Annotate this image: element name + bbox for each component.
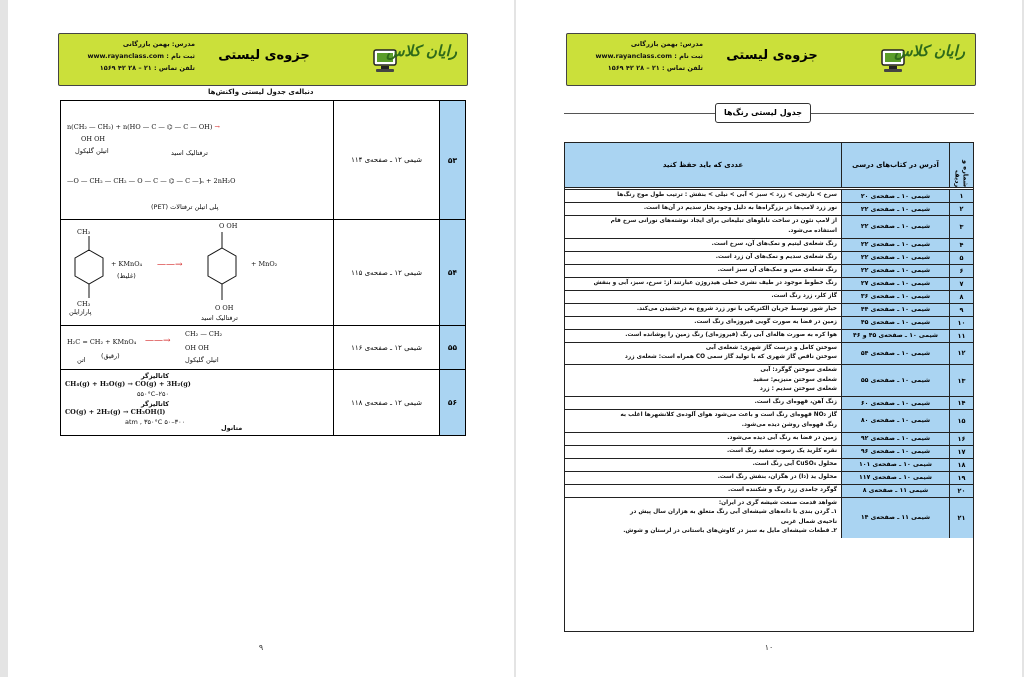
row-number: ۵ xyxy=(949,252,973,264)
page-header xyxy=(58,33,468,86)
content-line: رنگ قهوه‌ای روشن دیده می‌شود. xyxy=(741,421,837,428)
row-number: ۴ xyxy=(949,239,973,251)
row-reference: شیمی ۱۰ ـ صفحه‌ی ۳۶ xyxy=(841,291,949,303)
content-line: هوا کره به صورت هاله‌ای آبی رنگ (فیروزه‌ای) رنگ زمین را پوشانده است. xyxy=(625,331,837,338)
page-header xyxy=(566,33,976,86)
product-formula: CH₂ — CH₂ xyxy=(185,330,223,338)
table-row xyxy=(61,369,465,435)
substituent-top: CH₃ xyxy=(77,228,91,236)
table-row xyxy=(565,277,973,290)
reaction-arrow-icon: ——→ xyxy=(157,260,183,270)
reaction-equation: CO(g) + 2H₂(g) → CH₃OH(l) xyxy=(65,408,166,416)
row-number: ۲۱ xyxy=(949,498,973,539)
content-line: زمین در فضا به صورت گویی فیروزه‌ای رنگ است. xyxy=(694,318,837,325)
row-number: ۳ xyxy=(949,216,973,238)
column-header-number: شماره و ردیف xyxy=(949,143,973,187)
reaction-condition: ۳۰۰–۵۰ atm , ۳۵۰°C xyxy=(125,418,186,426)
row-number: ۵۴ xyxy=(439,220,465,325)
content-line: رنگ شعله‌ی مس و نمک‌های آن سبز است. xyxy=(717,266,837,273)
header-info xyxy=(65,38,195,74)
product-name: پلی اتیلن ترفتالات (PET) xyxy=(151,203,219,211)
content-line: ناحیه‌ی شمال غربی xyxy=(780,518,837,525)
row-reference: شیمی ۱۰ ـ صفحه‌ی ۴۴ xyxy=(841,304,949,316)
content-line: شواهد قدمت صنعت شیشه گری در ایران: xyxy=(718,499,837,506)
row-number: ۱۰ xyxy=(949,317,973,329)
row-reference: شیمی ۱۰ ـ صفحه‌ی ۶۰ xyxy=(841,397,949,409)
terephthalic-acid-structure-icon xyxy=(197,228,247,308)
reaction-equation: CH₄(g) + H₂O(g) → CO(g) + 3H₂(g) xyxy=(65,380,191,388)
row-number: ۷ xyxy=(949,278,973,290)
row-content xyxy=(565,397,841,409)
phone-number: تلفن تماس : ۲۱ – ۲۸ ۴۲ ۱۵۶۹ xyxy=(99,64,195,72)
content-line: نور زرد لامپ‌ها در بزرگراه‌ها به دلیل وجود بخار سدیم در آن‌ها است. xyxy=(643,205,837,212)
table-row xyxy=(565,303,973,316)
table-row xyxy=(61,219,465,325)
row-number: ۸ xyxy=(949,291,973,303)
row-content xyxy=(565,498,841,539)
row-number: ۵۶ xyxy=(439,370,465,435)
reactant-name: پارازایلن xyxy=(69,308,92,316)
table-row xyxy=(565,458,973,471)
row-content xyxy=(565,239,841,251)
teacher-name: مدرس: بهمن بازرگانی xyxy=(122,40,195,48)
column-header-reference: آدرس در کتاب‌های درسی xyxy=(841,143,949,187)
row-content xyxy=(565,291,841,303)
product-equation: —O — CH₂ — CH₂ — O — C — ⌬ — C —]ₙ + 2nH₂O xyxy=(67,177,236,185)
row-reference: شیمی ۱۰ ـ صفحه‌ی ۹۲ xyxy=(841,433,949,445)
row-content xyxy=(565,304,841,316)
content-line: محلول ید (I₂) در هگزان، بنفش رنگ است. xyxy=(717,473,837,480)
content-line: رنگ شعله‌ی سدیم و نمک‌های آن زرد است. xyxy=(715,253,837,260)
row-content xyxy=(565,433,841,445)
table-row xyxy=(565,189,973,202)
row-number: ۱۳ xyxy=(949,365,973,396)
row-reference: شیمی ۱۰ ـ صفحه‌ی ۲۲ xyxy=(841,239,949,251)
row-reference: شیمی ۱۰ ـ صفحه‌ی ۵۵ xyxy=(841,365,949,396)
page-number: ۹ xyxy=(258,643,264,652)
content-line: شعله‌ی سوختن منیزیم: سفید xyxy=(753,376,837,383)
table-row xyxy=(565,251,973,264)
row-content xyxy=(565,278,841,290)
table-row xyxy=(565,329,973,342)
row-reference: شیمی ۱۲ ـ صفحه‌ی ۱۱۴ xyxy=(333,101,439,219)
content-line: شعله‌ی سوختن گوگرد: آبی xyxy=(760,367,837,374)
phone-number: تلفن تماس : ۲۱ – ۲۸ ۴۲ ۱۵۶۹ xyxy=(607,64,703,72)
reaction-condition: ۲۵۰–۵۵۰°C xyxy=(137,390,169,398)
row-reference: شیمی ۱۰ ـ صفحه‌ی ۴۵ و ۴۶ xyxy=(841,330,949,342)
reaction-content xyxy=(61,101,333,219)
content-line: گاز NO₂ قهوه‌ای رنگ است و باعث می‌شود هوای آلوده‌ی کلانشهرها اغلب به xyxy=(620,412,837,419)
reaction-content xyxy=(61,370,333,435)
table-row xyxy=(565,264,973,277)
signup-label: ثبت نام : xyxy=(674,52,703,60)
table-row xyxy=(565,432,973,445)
table-row xyxy=(565,409,973,432)
product-name: متانول xyxy=(221,424,243,432)
catalyst-label: کاتالیزگر xyxy=(141,400,170,408)
row-reference: شیمی ۱۰ ـ صفحه‌ی ۲۰ xyxy=(841,190,949,202)
table-header xyxy=(565,143,973,188)
row-reference: شیمی ۱۱ ـ صفحه‌ی ۱۴ xyxy=(841,498,949,539)
row-reference: شیمی ۱۰ ـ صفحه‌ی ۲۲ xyxy=(841,216,949,238)
reagent: + KMnO₄ xyxy=(111,260,143,268)
row-number: ۱ xyxy=(949,190,973,202)
row-content xyxy=(565,203,841,215)
table-row xyxy=(565,202,973,215)
carboxyl-bottom: O OH xyxy=(215,304,234,312)
table-row xyxy=(565,497,973,539)
product-name: ترفتالیک اسید xyxy=(201,314,238,322)
row-reference: شیمی ۱۰ ـ صفحه‌ی ۱۱۷ xyxy=(841,472,949,484)
row-content xyxy=(565,190,841,202)
header-info xyxy=(573,38,703,74)
row-reference: شیمی ۱۰ ـ صفحه‌ی ۸۰ xyxy=(841,410,949,432)
row-reference: شیمی ۱۰ ـ صفحه‌ی ۲۲ xyxy=(841,252,949,264)
page-number: ۱۰ xyxy=(764,643,774,652)
row-content xyxy=(565,410,841,432)
reaction-content xyxy=(61,326,333,369)
row-content xyxy=(565,317,841,329)
row-number: ۵۳ xyxy=(439,101,465,219)
row-number: ۹ xyxy=(949,304,973,316)
content-line: محلول CuSO₄ آبی رنگ است. xyxy=(752,460,837,467)
content-line: از لامپ نئون در ساخت تابلوهای تبلیغاتی برای ایجاد نوشته‌های نورانی سرخ فام xyxy=(610,218,837,225)
content-line: گوگرد جامدی زرد رنگ و شکننده است. xyxy=(728,486,837,493)
paraxylene-structure-icon xyxy=(67,232,111,304)
reaction-equation: n(CH₂ — CH₂) + n(HO — C — ⌬ — C — OH) → xyxy=(67,123,220,131)
row-content xyxy=(565,252,841,264)
row-number: ۱۷ xyxy=(949,446,973,458)
row-reference: شیمی ۱۲ ـ صفحه‌ی ۱۱۶ xyxy=(333,326,439,369)
reagent-note: (رقیق) xyxy=(101,352,120,360)
content-line: رنگ خطوط موجود در طیف نشری خطی هیدروژن عبارتند از: سرخ، سبز، آبی و بنفش xyxy=(593,279,837,286)
website-link[interactable]: www.rayanclass.com xyxy=(87,52,164,60)
content-line: ۱ـ گردن بندی با دانه‌های شیشه‌ای آبی رنگ متعلق به هزاران سال پیش در xyxy=(630,509,837,516)
reaction-equation: H₂C = CH₂ + KMnO₄ xyxy=(67,338,137,346)
content-line: نقره کلرید یک رسوب سفید رنگ است. xyxy=(726,447,837,454)
table-row xyxy=(565,342,973,365)
table-row xyxy=(565,215,973,238)
row-number: ۱۶ xyxy=(949,433,973,445)
row-content xyxy=(565,216,841,238)
reaction-arrow-icon: ——→ xyxy=(145,336,171,346)
row-number: ۱۹ xyxy=(949,472,973,484)
row-reference: شیمی ۱۰ ـ صفحه‌ی ۹۶ xyxy=(841,446,949,458)
reactant-name: اتن xyxy=(77,356,86,364)
row-reference: شیمی ۱۱ ـ صفحه‌ی ۸ xyxy=(841,485,949,497)
content-line: استفاده می‌شود. xyxy=(788,227,837,234)
content-line: سرخ > نارنجی > زرد > سبز > آبی > نیلی > بنفش : ترتیب طول موج رنگ‌ها xyxy=(617,192,837,199)
content-line: شعله‌ی سوختن سدیم : زرد xyxy=(759,386,837,393)
row-content xyxy=(565,485,841,497)
table-row xyxy=(565,471,973,484)
content-line: زنگ آهن، قهوه‌ای رنگ است. xyxy=(754,399,837,406)
row-number: ۵۵ xyxy=(439,326,465,369)
substituent-bottom: CH₃ xyxy=(77,300,91,308)
row-content xyxy=(565,343,841,365)
row-content xyxy=(565,446,841,458)
content-line: رنگ شعله‌ی لیتیم و نمک‌های آن، سرخ است. xyxy=(711,240,837,247)
row-reference: شیمی ۱۰ ـ صفحه‌ی ۱۰۱ xyxy=(841,459,949,471)
product-substituents: OH OH xyxy=(185,344,210,352)
content-line: زمین در فضا به رنگ آبی دیده می‌شود. xyxy=(727,434,837,441)
logo-text: رایان کلاس xyxy=(894,42,965,60)
table-row xyxy=(565,364,973,396)
reagent-note: (غلیظ) xyxy=(117,272,136,280)
catalyst-label: کاتالیزگر xyxy=(141,372,170,380)
row-number: ۱۱ xyxy=(949,330,973,342)
row-content xyxy=(565,459,841,471)
content-line: سوختن کامل و درست گاز شهری: شعله‌ی آبی xyxy=(705,344,837,351)
carboxyl-top: O OH xyxy=(219,222,238,230)
row-reference: شیمی ۱۰ ـ صفحه‌ی ۴۵ xyxy=(841,317,949,329)
content-line: خیار شور توسط جریان الکتریکی با نور زرد شروع به درخشیدن می‌کند. xyxy=(636,305,837,312)
rayanclass-logo xyxy=(367,40,459,80)
document-page-left xyxy=(8,0,514,677)
content-line: سوختن ناقص گاز شهری که با تولید گاز سمی CO همراه است: شعله‌ی زرد xyxy=(624,354,837,361)
section-title: جدول لیستی رنگ‌ها xyxy=(715,103,811,123)
byproduct: + MnO₂ xyxy=(251,260,278,268)
row-number: ۱۸ xyxy=(949,459,973,471)
row-number: ۱۲ xyxy=(949,343,973,365)
product-name: اتیلن گلیکول xyxy=(185,356,219,364)
table-row xyxy=(565,316,973,329)
row-reference: شیمی ۱۰ ـ صفحه‌ی ۲۲ xyxy=(841,203,949,215)
table-row xyxy=(565,484,973,497)
table-row xyxy=(61,101,465,219)
row-reference: شیمی ۱۰ ـ صفحه‌ی ۲۲ xyxy=(841,265,949,277)
document-page-right xyxy=(516,0,1022,677)
row-number: ۱۵ xyxy=(949,410,973,432)
row-content xyxy=(565,265,841,277)
content-line: گاز کلر، زرد رنگ است. xyxy=(771,292,837,299)
reactant-name: اتیلن گلیکول xyxy=(75,147,109,155)
content-line: ۲ـ قطعات شیشه‌ای مایل به سبز در کاوش‌های باستانی در لرستان و شوش. xyxy=(623,528,837,535)
colors-table xyxy=(564,142,974,632)
reactant-name: ترفتالیک اسید xyxy=(171,149,208,157)
row-number: ۱۴ xyxy=(949,397,973,409)
row-number: ۲۰ xyxy=(949,485,973,497)
row-reference: شیمی ۱۲ ـ صفحه‌ی ۱۱۵ xyxy=(333,220,439,325)
continuation-title: دنباله‌ی جدول لیستی واکنش‌ها xyxy=(208,88,314,96)
website-link[interactable]: www.rayanclass.com xyxy=(595,52,672,60)
table-row xyxy=(565,290,973,303)
booklet-title: جزوه‌ی لیستی xyxy=(218,48,310,63)
row-reference: شیمی ۱۲ ـ صفحه‌ی ۱۱۸ xyxy=(333,370,439,435)
row-number: ۶ xyxy=(949,265,973,277)
table-row xyxy=(565,445,973,458)
row-reference: شیمی ۱۰ ـ صفحه‌ی ۲۷ xyxy=(841,278,949,290)
logo-text: رایان کلاس xyxy=(386,42,457,60)
reactions-table xyxy=(60,100,466,436)
reactant-substituents: OH OH xyxy=(81,135,106,143)
reaction-content xyxy=(61,220,333,325)
signup-label: ثبت نام : xyxy=(166,52,195,60)
rayanclass-logo xyxy=(875,40,967,80)
booklet-title: جزوه‌ی لیستی xyxy=(726,48,818,63)
table-row xyxy=(565,238,973,251)
table-row xyxy=(61,325,465,369)
row-number: ۲ xyxy=(949,203,973,215)
row-reference: شیمی ۱۰ ـ صفحه‌ی ۵۴ xyxy=(841,343,949,365)
row-content xyxy=(565,472,841,484)
row-content xyxy=(565,365,841,396)
table-row xyxy=(565,396,973,409)
column-header-content: عددی که باید حفظ کنید xyxy=(662,161,744,169)
row-content xyxy=(565,330,841,342)
teacher-name: مدرس: بهمن بازرگانی xyxy=(630,40,703,48)
